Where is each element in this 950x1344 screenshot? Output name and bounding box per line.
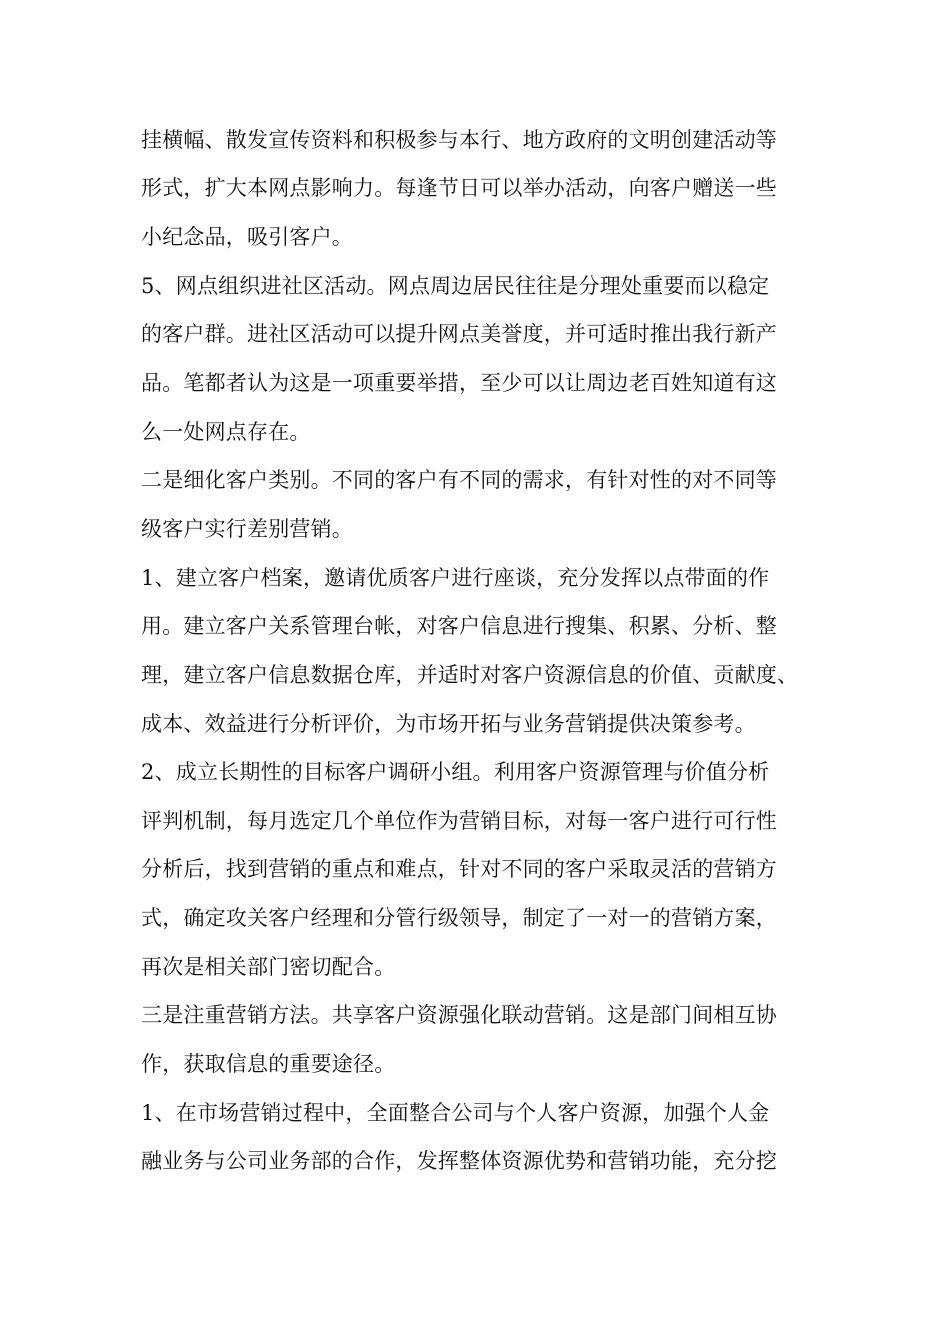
text-line-8: 二是细化客户类别。不同的客户有不同的需求，有针对性的对不同等 <box>141 468 777 492</box>
text-line-7: 么一处网点存在。 <box>141 420 311 444</box>
text-line-18: 再次是相关部门密切配合。 <box>141 955 396 979</box>
text-line-1: 挂横幅、散发宣传资料和积极参与本行、地方政府的文明创建活动等 <box>141 128 777 152</box>
text-line-20: 作，获取信息的重要途径。 <box>141 1052 396 1076</box>
text-line-11: 用。建立客户关系管理台帐，对客户信息进行搜集、积累、分析、整 <box>141 614 777 638</box>
text-line-3: 小纪念品，吸引客户。 <box>141 225 353 249</box>
text-line-9: 级客户实行差别营销。 <box>141 517 353 541</box>
text-line-14: 2、成立长期性的目标客户调研小组。利用客户资源管理与价值分析 <box>141 760 770 784</box>
text-line-13: 成本、效益进行分析评价，为市场开拓与业务营销提供决策参考。 <box>141 712 756 736</box>
text-line-16: 分析后，找到营销的重点和难点，针对不同的客户采取灵活的营销方 <box>141 857 777 881</box>
text-line-15: 评判机制，每月选定几个单位作为营销目标，对每一客户进行可行性 <box>141 809 777 833</box>
text-line-21: 1、在市场营销过程中，全面整合公司与个人客户资源，加强个人金 <box>141 1101 770 1125</box>
text-line-19: 三是注重营销方法。共享客户资源强化联动营销。这是部门间相互协 <box>141 1003 777 1027</box>
text-line-17: 式，确定攻关客户经理和分管行级领导，制定了一对一的营销方案， <box>141 906 777 930</box>
text-line-2: 形式，扩大本网点影响力。每逢节日可以举办活动，向客户赠送一些 <box>141 176 777 200</box>
text-line-4: 5、网点组织进社区活动。网点周边居民往往是分理处重要而以稳定 <box>141 274 770 298</box>
text-line-22: 融业务与公司业务部的合作，发挥整体资源优势和营销功能，充分挖 <box>141 1149 777 1173</box>
text-line-5: 的客户群。进社区活动可以提升网点美誉度，并可适时推出我行新产 <box>141 322 777 346</box>
text-line-6: 品。笔都者认为这是一项重要举措，至少可以让周边老百姓知道有这 <box>141 371 777 395</box>
text-line-10: 1、建立客户档案，邀请优质客户进行座谈，充分发挥以点带面的作 <box>141 566 770 590</box>
text-line-12: 理，建立客户信息数据仓库，并适时对客户资源信息的价值、贡献度、 <box>141 663 799 687</box>
